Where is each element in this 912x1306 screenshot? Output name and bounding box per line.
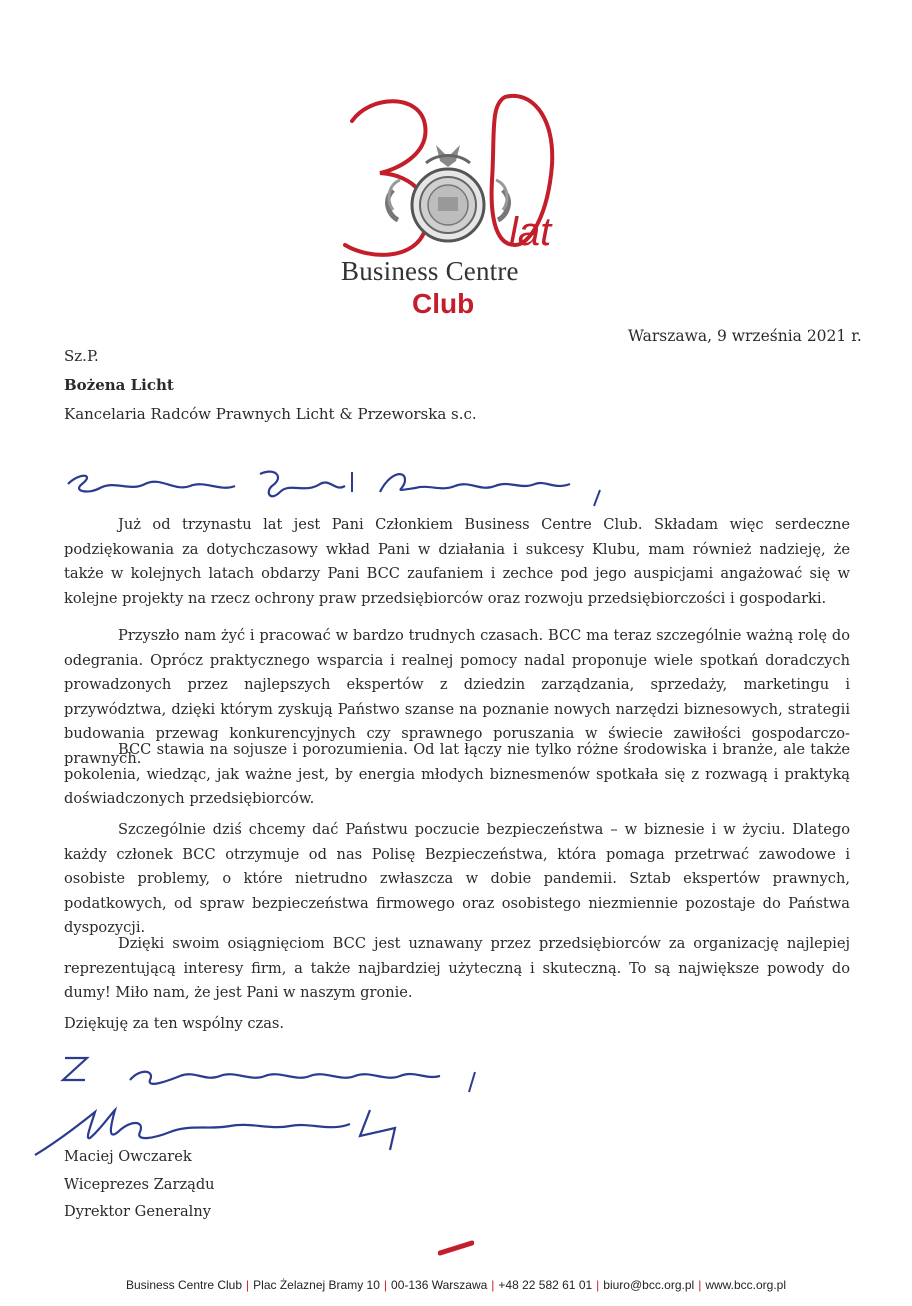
letterhead-footer: Business Centre Club | Plac Żelaznej Bramy 10 | 00-136 Warszawa | +48 22 582 61 01 | biuro@bcc.org.pl | www.bcc.org.pl xyxy=(125,1278,787,1292)
logo-brand-line1: Business Centre xyxy=(341,256,519,286)
letter-paragraph: Dzięki swoim osiągnięciom BCC jest uznawany przez przedsiębiorców za organizację najlepiej reprezentującą interesy firm, a także najbardziej użyteczną i skuteczną. To są największe powody do dumy! Miło nam, że jest Pani w naszym gronie. xyxy=(64,935,850,1001)
signatory-name: Maciej Owczarek xyxy=(64,1148,192,1165)
footer-email[interactable]: biuro@bcc.org.pl xyxy=(603,1278,695,1292)
letter-date: Warszawa, 9 września 2021 r. xyxy=(628,327,862,345)
letter-paragraph: Szczególnie dziś chcemy dać Państwu poczucie bezpieczeństwa – w biznesie i w życiu. Dlatego każdy członek BCC otrzymuje od nas Polisę Bezpieczeństwa, która pomaga przetrwać zawodowe i osobiste problemy, o które nietrudno zwłaszcza w dobie pandemii. Sztab ekspertów prawnych, podatkowych, od spraw bezpieczeństwa firmowego oraz osobistego niezmiennie pozostaje do Państwa dyspozycji. xyxy=(64,821,850,936)
letter-paragraph: Przyszło nam żyć i pracować w bardzo trudnych czasach. BCC ma teraz szczególnie ważną rolę do odegrania. Oprócz praktycznego wsparcia i realnej pomocy nadal proponuje wiele spotkań doradczych prowadzonych przez najlepszych ekspertów z dziedzin zarządzania, sprzedaży, marketingu i przywództwa, dzięki którym zyskują Państwo szanse na poznanie nowych narzędzi biznesowych, strategii budowania przewag konkurencyjnych czy sprawnego poruszania w świecie zawiłości gospodarczo-prawnych. xyxy=(64,627,850,767)
recipient-company: Kancelaria Radców Prawnych Licht & Przeworska s.c. xyxy=(64,405,477,423)
footer-phone: +48 22 582 61 01 xyxy=(498,1278,593,1292)
letter-paragraph: BCC stawia na sojusze i porozumienia. Od lat łączy nie tylko różne środowiska i branże, ale także pokolenia, wiedząc, jak ważne jest, by energia młodych biznesmenów spotkała się z rozwagą i praktyką doświadczonych przedsiębiorców. xyxy=(64,741,850,807)
recipient-name: Bożena Licht xyxy=(64,376,174,394)
footer-address: Plac Żelaznej Bramy 10 xyxy=(253,1278,380,1292)
signatory-title: Dyrektor Generalny xyxy=(64,1203,211,1220)
footer-city: 00-136 Warszawa xyxy=(391,1278,488,1292)
footer-accent-mark xyxy=(438,1240,474,1256)
footer-website[interactable]: www.bcc.org.pl xyxy=(705,1278,787,1292)
letter-paragraph: Już od trzynastu lat jest Pani Członkiem Business Centre Club. Składam więc serdeczne podziękowania za dotychczasowy wkład Pani w działania i sukcesy Klubu, mam również nadzieję, że także w kolejnych latach obdarzy Pani BCC zaufaniem i zechce pod jego auspicjami angażować się w kolejne projekty na rzecz ochrony praw przedsiębiorców oraz rozwoju przedsiębiorczości i gospodarki. xyxy=(64,516,850,607)
handwritten-greeting xyxy=(60,462,620,512)
handwritten-regards xyxy=(55,1050,485,1100)
letter-closing: Dziękuję za ten wspólny czas. xyxy=(64,1015,285,1032)
recipient-salutation-prefix: Sz.P. xyxy=(64,347,99,365)
logo-digit-3 xyxy=(345,101,428,255)
logo-years-label: lat xyxy=(509,210,552,254)
footer-org: Business Centre Club xyxy=(125,1278,243,1292)
logo-brand-line2: Club xyxy=(412,288,475,319)
signatory-title: Wiceprezes Zarządu xyxy=(64,1176,215,1193)
